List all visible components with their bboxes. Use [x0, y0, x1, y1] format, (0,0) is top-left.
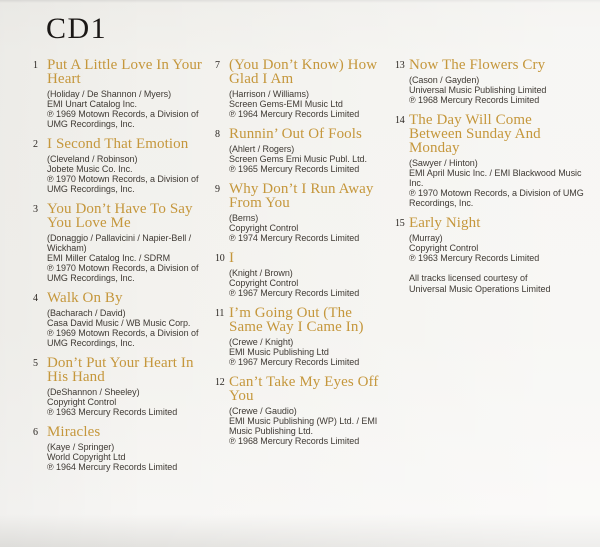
- track-number: 6: [33, 427, 38, 438]
- track-number: 5: [33, 358, 38, 369]
- track-credit-line: (Ahlert / Rogers): [229, 144, 295, 154]
- track-title: Put A Little Love In Your Heart: [47, 57, 203, 87]
- track-title: You Don’t Have To Say You Love Me: [47, 201, 193, 231]
- track-credit-line: ℗ 1963 Mercury Records Limited: [47, 407, 178, 417]
- track-body: [229, 58, 395, 119]
- track-body: [47, 291, 215, 348]
- track-item: [215, 251, 395, 298]
- track-credit-line: Casa David Music / WB Music Corp.: [47, 318, 191, 328]
- track-body: [229, 375, 395, 446]
- track-number: 4: [33, 293, 38, 304]
- page-title: CD1: [46, 12, 108, 45]
- track-credits: [409, 233, 589, 263]
- license-note: All tracks licensed courtesy of Universal Music Operations Limited: [409, 273, 551, 294]
- track-credit-line: (DeShannon / Sheeley): [47, 387, 140, 397]
- track-credit-line: EMI Music Publishing Ltd: [229, 347, 329, 357]
- track-title: Don’t Put Your Heart In His Hand: [47, 355, 194, 385]
- track-credit-line: World Copyright Ltd: [47, 452, 126, 462]
- track-number: 13: [395, 60, 405, 71]
- track-credit-line: ℗ 1970 Motown Records, a Division of UMG Recordings, Inc.: [409, 188, 584, 208]
- track-credit-line: (Berns): [229, 213, 259, 223]
- track-body: [47, 202, 215, 283]
- track-credit-line: Copyright Control: [47, 397, 117, 407]
- track-credit-line: Screen Gems-EMI Music Ltd: [229, 99, 343, 109]
- track-body: [47, 137, 215, 194]
- track-item: [215, 306, 395, 367]
- track-credits: [409, 158, 589, 208]
- track-credit-line: ℗ 1964 Mercury Records Limited: [229, 109, 360, 119]
- track-credits: [229, 213, 395, 243]
- track-credit-line: (Cleveland / Robinson): [47, 154, 138, 164]
- track-credit-line: Copyright Control: [229, 223, 299, 233]
- track-credit-line: ℗ 1970 Motown Records, a Division of UMG Recordings, Inc.: [47, 263, 199, 283]
- track-credit-line: EMI Miller Catalog Inc. / SDRM: [47, 253, 171, 263]
- track-number: 1: [33, 60, 38, 71]
- track-credit-line: (Knight / Brown): [229, 268, 293, 278]
- track-credit-line: Copyright Control: [409, 243, 479, 253]
- track-number: 15: [395, 218, 405, 229]
- track-item: [215, 375, 395, 446]
- track-title: Can’t Take My Eyes Off You: [229, 374, 379, 404]
- track-title: Walk On By: [47, 290, 123, 306]
- track-credits: [47, 387, 215, 417]
- track-body: [229, 251, 395, 298]
- track-number: 8: [215, 129, 220, 140]
- track-credit-line: (Crewe / Knight): [229, 337, 294, 347]
- track-item: [33, 425, 215, 472]
- track-body: [47, 425, 215, 472]
- track-body: [47, 58, 215, 129]
- track-listing: [33, 58, 600, 480]
- track-item: [33, 202, 215, 283]
- track-credit-line: (Sawyer / Hinton): [409, 158, 478, 168]
- track-credit-line: (Bacharach / David): [47, 308, 126, 318]
- track-title: The Day Will Come Between Sunday And Monday: [409, 112, 541, 156]
- track-credit-line: ℗ 1974 Mercury Records Limited: [229, 233, 360, 243]
- track-number: 7: [215, 60, 220, 71]
- track-credit-line: EMI Music Publishing (WP) Ltd. / EMI Music Publishing Ltd.: [229, 416, 378, 436]
- track-title: Now The Flowers Cry: [409, 57, 546, 73]
- track-number: 10: [215, 253, 225, 264]
- track-credit-line: ℗ 1965 Mercury Records Limited: [229, 164, 360, 174]
- track-body: [229, 182, 395, 243]
- track-title: I: [229, 250, 235, 266]
- track-item: [395, 113, 589, 208]
- track-credits: [229, 337, 395, 367]
- track-credits: [229, 144, 395, 174]
- track-item: [33, 137, 215, 194]
- track-body: [229, 127, 395, 174]
- track-column-1: [33, 58, 215, 480]
- track-credit-line: Universal Music Publishing Limited: [409, 85, 547, 95]
- track-credit-line: ℗ 1970 Motown Records, a Division of UMG Recordings, Inc.: [47, 174, 199, 194]
- track-item: [215, 127, 395, 174]
- track-credit-line: (Murray): [409, 233, 443, 243]
- track-credits: [47, 308, 215, 348]
- track-body: [229, 306, 395, 367]
- track-credit-line: ℗ 1967 Mercury Records Limited: [229, 288, 360, 298]
- track-credit-line: ℗ 1963 Mercury Records Limited: [409, 253, 540, 263]
- track-credits: [47, 154, 215, 194]
- track-item: [215, 58, 395, 119]
- track-credit-line: (Crewe / Gaudio): [229, 406, 297, 416]
- track-credit-line: (Kaye / Springer): [47, 442, 115, 452]
- track-credit-line: ℗ 1964 Mercury Records Limited: [47, 462, 178, 472]
- track-credits: [47, 442, 215, 472]
- track-number: 9: [215, 184, 220, 195]
- track-number: 3: [33, 204, 38, 215]
- track-title: I Second That Emotion: [47, 136, 189, 152]
- track-item: [395, 216, 589, 263]
- track-item: [33, 291, 215, 348]
- track-column-2: [215, 58, 395, 454]
- track-number: 14: [395, 115, 405, 126]
- track-title: Miracles: [47, 424, 101, 440]
- track-credits: [409, 75, 589, 105]
- track-credit-line: (Cason / Gayden): [409, 75, 480, 85]
- track-body: [47, 356, 215, 417]
- track-credit-line: ℗ 1969 Motown Records, a Division of UMG Recordings, Inc.: [47, 328, 199, 348]
- track-column-3: [395, 58, 589, 295]
- track-body: [409, 216, 589, 263]
- track-number: 12: [215, 377, 225, 388]
- track-title: Early Night: [409, 215, 481, 231]
- track-credit-line: Jobete Music Co. Inc.: [47, 164, 133, 174]
- track-credit-line: (Harrison / Williams): [229, 89, 309, 99]
- track-credits: [229, 89, 395, 119]
- track-credit-line: ℗ 1967 Mercury Records Limited: [229, 357, 360, 367]
- track-credit-line: Copyright Control: [229, 278, 299, 288]
- track-credit-line: Screen Gems Emi Music Publ. Ltd.: [229, 154, 367, 164]
- track-item: [395, 58, 589, 105]
- track-title: (You Don’t Know) How Glad I Am: [229, 57, 378, 87]
- track-credit-line: EMI Unart Catalog Inc.: [47, 99, 137, 109]
- track-credits: [47, 89, 215, 129]
- track-credits: [47, 233, 215, 283]
- track-credits: [229, 268, 395, 298]
- track-body: [409, 58, 589, 105]
- track-credit-line: EMI April Music Inc. / EMI Blackwood Music Inc.: [409, 168, 582, 188]
- track-number: 11: [215, 308, 225, 319]
- track-credit-line: (Donaggio / Pallavicini / Napier-Bell / Wickham): [47, 233, 192, 253]
- track-credit-line: ℗ 1968 Mercury Records Limited: [409, 95, 540, 105]
- track-item: [33, 356, 215, 417]
- track-item: [215, 182, 395, 243]
- track-credit-line: (Holiday / De Shannon / Myers): [47, 89, 172, 99]
- track-credits: [229, 406, 395, 446]
- track-title: Why Don’t I Run Away From You: [229, 181, 374, 211]
- track-item: [33, 58, 215, 129]
- track-body: [409, 113, 589, 208]
- track-title: Runnin’ Out Of Fools: [229, 126, 362, 142]
- track-number: 2: [33, 139, 38, 150]
- track-credit-line: ℗ 1969 Motown Records, a Division of UMG Recordings, Inc.: [47, 109, 199, 129]
- track-credit-line: ℗ 1968 Mercury Records Limited: [229, 436, 360, 446]
- track-title: I’m Going Out (The Same Way I Came In): [229, 305, 364, 335]
